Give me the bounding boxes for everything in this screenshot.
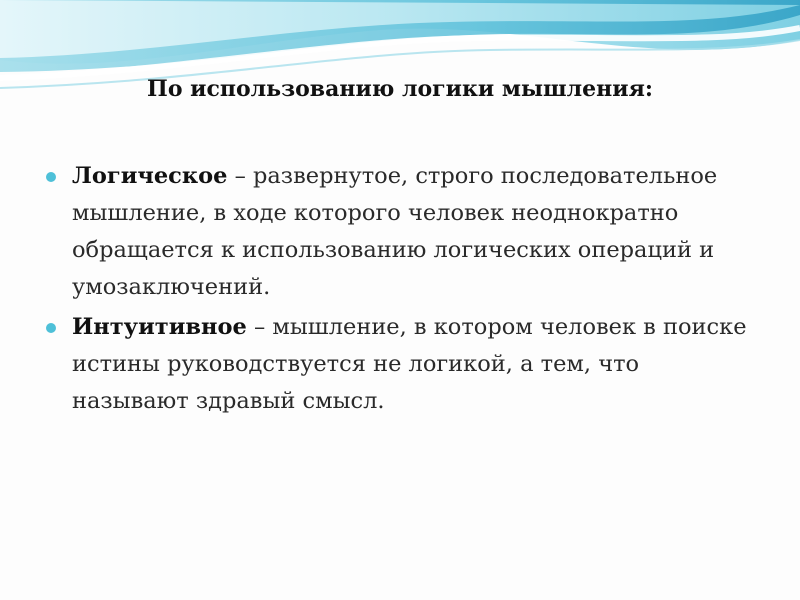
definition-logical: – развернутое, строго последовательное мышление, в ходе которого человек неоднократно обращается к использованию логических операций и умозаключений. (72, 163, 718, 300)
definition-intuitive: – мышление, в котором человек в поиске истины руководствуется не логикой, а тем, что называют здравый смысл. (72, 314, 747, 414)
bullet-dot-icon (46, 172, 56, 182)
list-item-intuitive (40, 309, 760, 420)
slide-title: По использованию логики мышления: (147, 76, 653, 102)
term-intuitive: Интуитивное (72, 314, 247, 340)
bullet-dot-icon (46, 323, 56, 333)
list-item-logical (40, 158, 760, 306)
term-logical: Логическое (72, 163, 228, 189)
bullet-list (40, 158, 760, 423)
